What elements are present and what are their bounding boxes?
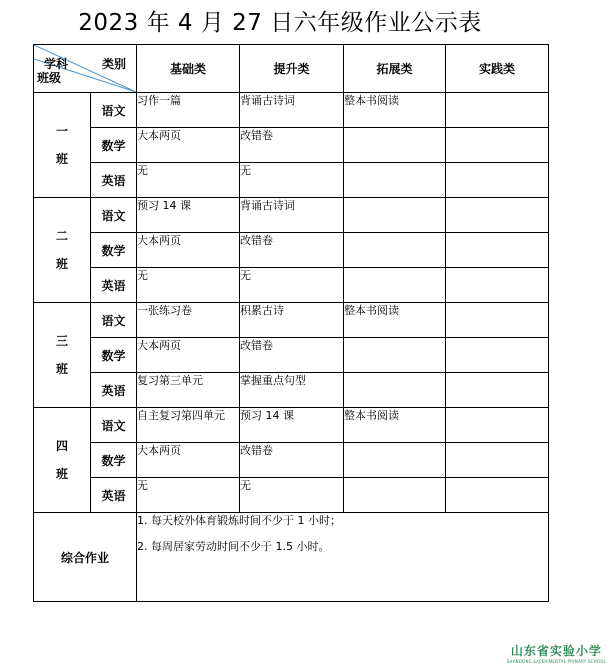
table-row (34, 233, 549, 268)
subject-name: 数学 (91, 443, 137, 478)
school-logo-name: 山东省实验小学 (510, 644, 602, 658)
table-row (34, 443, 549, 478)
homework-cell (344, 373, 446, 408)
homework-cell: 无 (137, 478, 240, 513)
subject-name: 语文 (91, 303, 137, 338)
homework-cell (446, 443, 549, 478)
homework-cell (446, 303, 549, 338)
homework-cell: 改错卷 (240, 338, 344, 373)
homework-cell: 大本两页 (137, 338, 240, 373)
homework-cell: 预习 14 课 (240, 408, 344, 443)
homework-cell (446, 233, 549, 268)
column-header-basic: 基础类 (137, 45, 240, 93)
table-row (34, 303, 549, 338)
general-item: 2. 每周居家劳动时间不少于 1.5 小时。 (137, 540, 330, 553)
class-name: 一 班 (34, 93, 91, 198)
general-label: 综合作业 (34, 513, 137, 602)
subject-name: 语文 (91, 93, 137, 128)
homework-cell (446, 338, 549, 373)
homework-cell: 整本书阅读 (344, 303, 446, 338)
homework-cell: 无 (240, 163, 344, 198)
homework-cell (344, 338, 446, 373)
homework-cell (446, 478, 549, 513)
column-header-extend: 拓展类 (344, 45, 446, 93)
homework-cell: 积累古诗 (240, 303, 344, 338)
homework-cell: 一张练习卷 (137, 303, 240, 338)
homework-table (33, 44, 549, 602)
homework-cell: 背诵古诗词 (240, 93, 344, 128)
school-logo-subtitle: SHANDONG EXPERIMENTAL PRIMARY SCHOOL (506, 659, 606, 664)
table-row (34, 268, 549, 303)
homework-cell: 整本书阅读 (344, 408, 446, 443)
homework-cell: 自主复习第四单元 (137, 408, 240, 443)
subject-name: 英语 (91, 163, 137, 198)
subject-name: 语文 (91, 198, 137, 233)
general-row (34, 513, 549, 602)
homework-cell: 改错卷 (240, 233, 344, 268)
general-item: 1. 每天校外体育锻炼时间不少于 1 小时； (137, 514, 341, 527)
class-name: 二 班 (34, 198, 91, 303)
homework-cell: 无 (137, 268, 240, 303)
class-name: 三 班 (34, 303, 91, 408)
subject-name: 语文 (91, 408, 137, 443)
subject-name: 英语 (91, 268, 137, 303)
homework-cell (344, 233, 446, 268)
page-title: 2023 年 4 月 27 日六年级作业公示表 (78, 10, 482, 36)
homework-cell: 无 (240, 268, 344, 303)
homework-cell: 大本两页 (137, 128, 240, 163)
homework-cell (446, 268, 549, 303)
homework-cell (344, 268, 446, 303)
homework-cell: 改错卷 (240, 128, 344, 163)
class-name: 四 班 (34, 408, 91, 513)
column-header-improve: 提升类 (240, 45, 344, 93)
homework-cell: 习作一篇 (137, 93, 240, 128)
header-row (34, 45, 549, 93)
homework-cell (344, 198, 446, 233)
table-row (34, 128, 549, 163)
table-row (34, 408, 549, 443)
corner-category-label: 类别 (101, 57, 126, 71)
corner-header (34, 45, 137, 93)
column-header-practice: 实践类 (446, 45, 549, 93)
homework-cell (344, 478, 446, 513)
homework-cell (446, 128, 549, 163)
homework-cell: 改错卷 (240, 443, 344, 478)
school-logo (507, 642, 606, 664)
subject-name: 英语 (91, 373, 137, 408)
homework-cell (344, 443, 446, 478)
homework-cell: 复习第三单元 (137, 373, 240, 408)
homework-cell: 预习 14 课 (137, 198, 240, 233)
homework-cell: 大本两页 (137, 233, 240, 268)
homework-cell (344, 128, 446, 163)
subject-name: 英语 (91, 478, 137, 513)
homework-cell: 背诵古诗词 (240, 198, 344, 233)
table-body (34, 93, 549, 513)
table-row (34, 338, 549, 373)
homework-cell (446, 373, 549, 408)
homework-cell: 无 (137, 163, 240, 198)
homework-cell: 整本书阅读 (344, 93, 446, 128)
table-row (34, 373, 549, 408)
table-row (34, 198, 549, 233)
homework-cell (446, 198, 549, 233)
homework-cell (344, 163, 446, 198)
subject-name: 数学 (91, 338, 137, 373)
corner-class-label: 班级 (37, 71, 62, 85)
general-content (137, 513, 549, 602)
table-row (34, 478, 549, 513)
homework-cell: 无 (240, 478, 344, 513)
homework-cell: 大本两页 (137, 443, 240, 478)
homework-cell (446, 408, 549, 443)
homework-cell: 掌握重点句型 (240, 373, 344, 408)
table-row (34, 163, 549, 198)
subject-name: 数学 (91, 128, 137, 163)
subject-name: 数学 (91, 233, 137, 268)
homework-cell (446, 93, 549, 128)
corner-subject-label: 学科 (44, 57, 69, 71)
table-row (34, 93, 549, 128)
homework-cell (446, 163, 549, 198)
